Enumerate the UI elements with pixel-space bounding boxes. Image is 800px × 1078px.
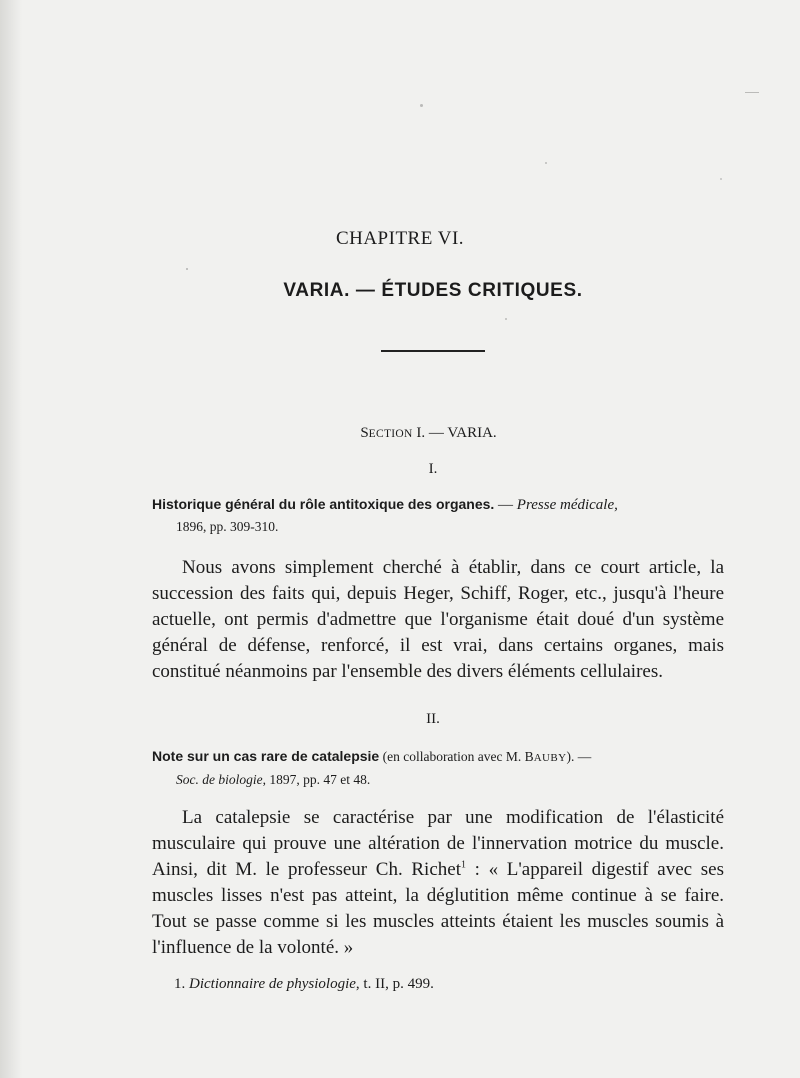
entry-dash-1: —: [494, 497, 517, 513]
entry-source-details-1: 1896, pp. 309-310.: [176, 519, 279, 534]
entry-source-details-2: , 1897, pp. 47 et 48.: [262, 772, 371, 787]
footnote-details: , t. II, p. 499.: [355, 976, 434, 992]
paragraph-2: [152, 805, 724, 961]
title-rule: [381, 350, 485, 352]
scan-speck: [545, 162, 547, 164]
entry-collab-after: ). —: [566, 749, 592, 764]
scan-speck: [505, 318, 507, 320]
section-heading: [0, 425, 800, 442]
paragraph-2-text-after: : « L'appareil digestif avec ses muscles lisses n'est pas atteint, la déglutition même continue à se faire. Tout se passe comme si les muscles atteints étaient les muscles soumis à l'influence de la volonté. »: [152, 859, 724, 958]
section-prefix-initial: S: [360, 425, 369, 441]
entry-source-line-2: [152, 769, 722, 791]
scan-speck: [420, 104, 423, 107]
footnote-number: 1.: [174, 976, 189, 992]
entry-title-1: Historique général du rôle antitoxique des organes.: [152, 496, 495, 512]
footnote-title: Dictionnaire de physiologie: [189, 976, 356, 992]
section-prefix-smallcaps: ECTION: [368, 428, 413, 440]
scan-edge-shadow: [0, 0, 22, 1078]
part-title: VARIA. — ÉTUDES CRITIQUES.: [283, 280, 583, 301]
entry-collab-name-initial: B: [524, 749, 534, 764]
entry-collab-name-smallcaps: AUBY: [533, 752, 567, 764]
entry-source-1: Presse médicale,: [516, 497, 618, 513]
footnote-reference: 1: [460, 859, 466, 871]
scan-speck: [720, 178, 722, 180]
chapter-heading: CHAPITRE VI.: [335, 228, 465, 249]
scan-speck: [186, 268, 188, 270]
entry-source-2: Soc. de biologie: [176, 772, 263, 787]
entry-citation-2: [152, 745, 722, 791]
scan-speck: [745, 92, 759, 93]
paragraph-2-text-before: La catalepsie se caractérise par une modification de l'élasticité musculaire qui prouve une altération de l'innervation motrice du muscle. Ainsi, dit M. le professeur Ch. Richet: [152, 807, 724, 880]
entry-collab-before: (en collaboration avec M.: [379, 749, 525, 764]
entry-citation-1: [152, 493, 722, 538]
entry-number-2: II.: [426, 711, 440, 727]
entry-title-2: Note sur un cas rare de catalepsie: [152, 748, 380, 764]
paragraph-1: Nous avons simplement cherché à établir, dans ce court article, la succession des faits qui, depuis Heger, Schiff, Roger, etc., jusqu'à l'heure actuelle, ont permis d'admettre que l'organisme était doué d'un système général de défense, renforcé, il est vrai, dans certains organes, mais constitué néanmoins par l'ensemble des divers éléments cellulaires.: [152, 557, 724, 682]
entry-number-1: I.: [428, 461, 438, 477]
footnote: [174, 976, 734, 993]
section-label: I. — VARIA.: [412, 425, 497, 441]
